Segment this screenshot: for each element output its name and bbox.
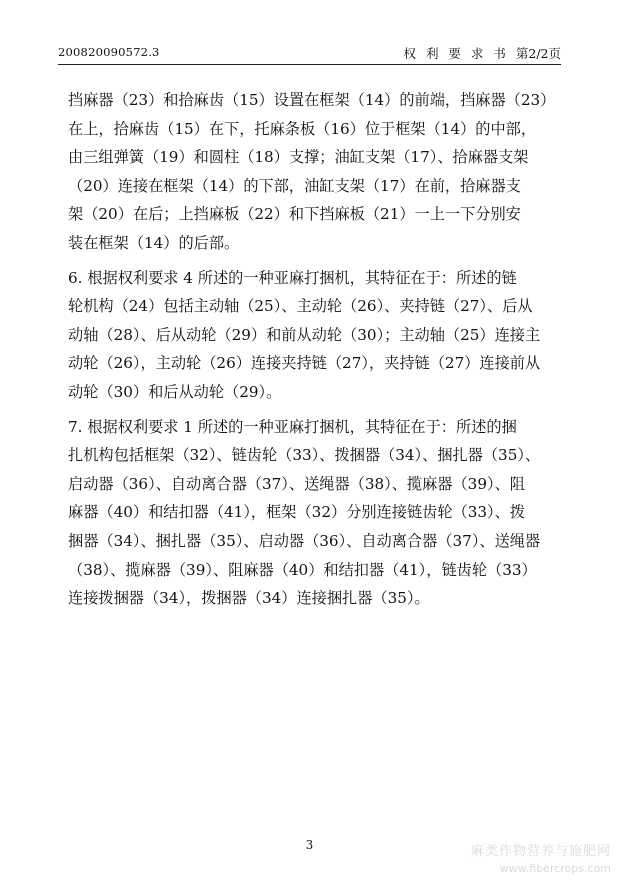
text-line: （38）、揽麻器（39）、阻麻器（40）和结扣器（41），链齿轮（33） (68, 560, 537, 579)
text-line: 架（20）在后；上挡麻板（22）和下挡麻板（21）一上一下分别安 (68, 205, 521, 224)
claim-paragraph-continued (68, 86, 556, 258)
text-line: 在上，拾麻齿（15）在下，托麻条板（16）位于框架（14）的中部， (68, 119, 537, 138)
text-line: （20）连接在框架（14）的下部，油缸支架（17）在前，拾麻器支 (68, 176, 521, 195)
header-doc-number: 200820090572.3 (58, 45, 160, 59)
text-line: 动轮（26），主动轮（26）连接夹持链（27），夹持链（27）连接前从 (68, 354, 541, 373)
claim-6 (68, 264, 541, 407)
text-line: 挡麻器（23）和拾麻齿（15）设置在框架（14）的前端，挡麻器（23） (68, 91, 556, 109)
text-line: 启动器（36）、自动离合器（37）、送绳器（38）、揽麻器（39）、阻 (68, 474, 525, 493)
text-line: 扎机构包括框架（32）、链齿轮（33）、拨捆器（34）、捆扎器（35）、 (68, 446, 541, 465)
header-title-text: 权 利 要 求 书 (403, 46, 509, 61)
page-number: 3 (305, 838, 314, 852)
text-line: 由三组弹簧（19）和圆柱（18）支撑；油缸支架（17）、拾麻器支架 (68, 148, 529, 167)
text-line: 麻器（40）和结扣器（41），框架（32）分别连接链齿轮（33）、拨 (68, 503, 525, 522)
text-line: 捆器（34）、捆扎器（35）、启动器（36）、自动离合器（37）、送绳器 (68, 531, 541, 550)
text-line: 轮机构（24）包括主动轴（25）、主动轮（26）、夹持链（27）、后从 (68, 297, 533, 316)
watermark-site-url: www.fibercrops.com (499, 862, 611, 875)
text-line: 动轴（28）、后从动轮（29）和前从动轮（30）；主动轴（25）连接主 (68, 325, 541, 344)
text-line: 7. 根据权利要求 1 所述的一种亚麻打捆机，其特征在于：所述的捆 (68, 417, 517, 436)
claim-7 (68, 413, 541, 613)
header-title (403, 44, 561, 62)
header-rule (58, 64, 561, 65)
claims-body (68, 86, 556, 613)
text-line: 装在框架（14）的后部。 (68, 233, 240, 252)
text-line: 连接拨捆器（34），拨捆器（34）连接捆扎器（35）。 (68, 589, 430, 608)
text-line: 动轮（30）和后从动轮（29）。 (68, 382, 282, 401)
text-line: 6. 根据权利要求 4 所述的一种亚麻打捆机，其特征在于：所述的链 (68, 268, 517, 287)
header-page-label: 第2/2页 (515, 46, 561, 61)
watermark-site-name: 麻类作物营养与施肥网 (470, 844, 611, 859)
